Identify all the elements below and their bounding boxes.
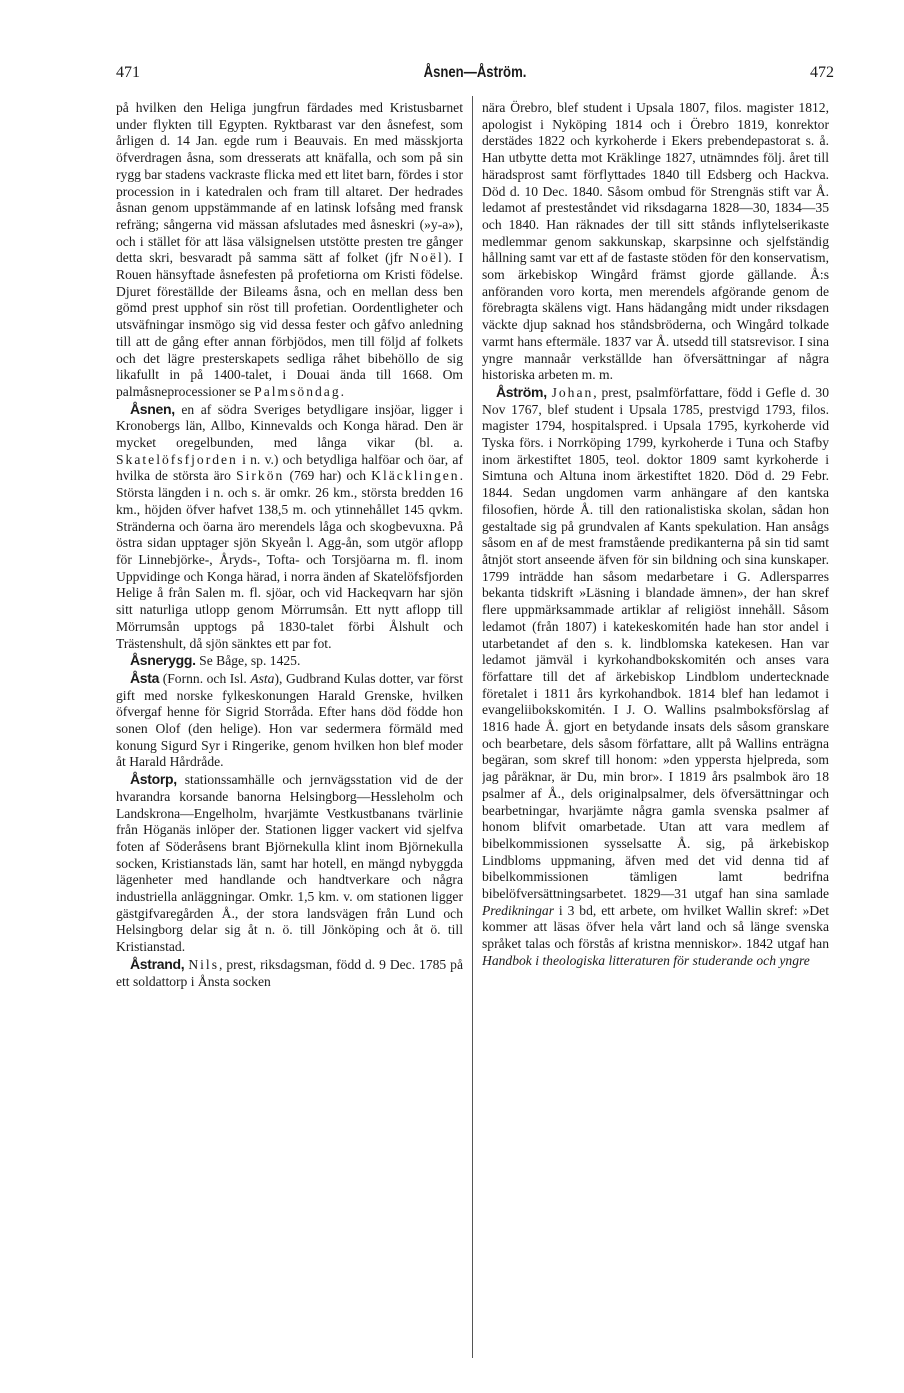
right-column <box>482 100 829 1340</box>
headword: Åström, <box>496 383 547 400</box>
spaced-term: Sirkön <box>236 468 285 484</box>
spaced-term: Skatelöfsfjorden <box>116 451 238 467</box>
entry-asnen: Åsnen, en af södra Sveriges betydligare insjöar, ligger i Kronobergs län, Allbo, Kinnevalds och Konga härad. Den är mycket oregelbunden, med långa vikar (bl. a. Skatelöfsfjorden i n. v.) och betydliga halföar och öar, af hvilka de största äro Sirkön (769 har) och Kläcklingen. Största längden i n. och s. är omkr. 26 km., största bredden 16 km., höjden öfver hafvet 138,5 m. och ytinnehållet 145 qvkm. Stränderna och öarna äro merendels låga och skogbevuxna. På östra sidan upptager sjön Skyeån l. Agg-ån, som utgör aflopp för Linnebjörke-, Åryds-, Tofta- och Torsjöarna m. fl. inom Uppvidinge och Konga härad, i norra änden af Skatelöfsfjorden Helige å från Salen m. fl. sjöar, och vid Hackeqvarn har sjön sitt naturliga utlopp genom Mörrumsån. Ett nytt aflopp till Mörrumsån upptogs på 1830-talet förbi Ålshult och Trästenshult, då sjön sänktes ett par fot. <box>116 400 463 651</box>
headword: Åstorp, <box>130 771 177 788</box>
headword: Åsta <box>130 669 160 686</box>
page-number-left: 471 <box>116 64 140 81</box>
italic-term: Asta <box>250 670 275 686</box>
italic-term: Handbok i theologiska litteraturen för studerande och yngre <box>482 952 810 968</box>
spaced-term: Noël <box>409 250 444 266</box>
headword: Åstrand, <box>130 955 185 972</box>
entry-continuation: nära Örebro, blef student i Upsala 1807, filos. magister 1812, apologist i Nyköping 1814 och i Örebro 1819, konrektor derstädes 1822 och kyrkoherde i Ekers prebendepastorat s. å. Han utbytte detta mot Kräklinge 1827, utnämndes följ. året till häradsprost samt förflyttades 1840 till Edsberg och Hackva. Död d. 10 Dec. 1840. Såsom ombud för Strengnäs stift var Å. ledamot af presteståndet vid riksdagarna 1828—30, 1834—35 och 1840. Han räknades der till sitt stånds inflytelserikaste medlemmar genom sakkunskap, skarpsinne och sjelfständig hållning samt var ett af de fastaste stöden för den konservatism, som ärkebiskop Wingård främst gjorde gällande. Å:s anföranden voro korta, men merendels afgörande genom de förebragta skälens vigt. Hans hädangång midt under riksdagen väckte djup saknad hos ståndsbröderna, och Wingård tolkade varmt hans eftermäle. 1837 var Å. utsedd till statsrevisor. I sina yngre mannaår verkställde han öfversättningar af några historiska arbeten m. m. <box>482 100 829 383</box>
page-number-right: 472 <box>810 64 834 81</box>
spaced-term: Johan <box>551 384 594 400</box>
column-divider <box>472 96 473 1358</box>
entry-asnerygg: Åsnerygg. Se Båge, sp. 1425. <box>130 652 301 669</box>
entry-continuation: på hvilken den Heliga jungfrun färdades med Kristusbarnet under flykten till Egypten. Ryktbarast var den åsnefest, som årligen d. 14 Jan. egde rum i Beauvais. En med mässkjorta öfverdragen åsna, som dresserats att knäfalla, och som på sin rygg bar stadens vackraste flicka med ett litet barn, fördes i stor procession in i katedralen och fram till altaret. Der hedrades åsnan genom uppstämmande af en latinsk lofsång med fransk refräng; sångerna vid mässan afslutades med åsneskri (»y-a»), och i stället för att läsa välsignelsen utstötte presten tre gånger detta skri, besvaradt på samma sätt af folket (jfr Noël). I Rouen hänsyftade åsnefesten på profetiorna om Kristi födelse. Djuret föreställde der Bileams åsna, och en mellan dess ben gömd prest upphof sin röst till profetian. Oordentligheter och utsväfningar insmögo sig vid dessa fester och gåfvo anledning till att de gång efter annan förbjödos, men till följd af folkets och det lägre presterskapets sedliga råhet bibehöllo de sig likafullt in på 1400-talet, i Douai ända till 1668. Om palmåsneprocessioner se Palmsöndag. <box>116 100 463 399</box>
entry-astorp: Åstorp, stationssamhälle och jernvägsstation vid de der hvarandra korsande banorna Helsingborg—Hessleholm och Landskrona—Engelholm, hvarjämte Vestkustbanans tvärlinie från Höganäs inlöper der. Stationen ligger vackert vid sjelfva foten af Söderåsens brant Björnekulla klint inom Björnekulla socken, Kristianstads län, samt har hotell, en mängd nybyggda lägenheter med handlande och handtverkare och några industriella anläggningar. Omkr. 1,5 km. v. om stationen ligger gästgifvaregården Å., der stora landsvägen från Lund och Helsingborg delar sig åt n. ö. till Jönköping och åt ö. till Kristianstad. <box>116 771 463 955</box>
page-header <box>116 64 834 90</box>
entry-astrand: Åstrand, Nils, prest, riksdagsman, född d. 9 Dec. 1785 på ett soldattorp i Ånsta socken <box>116 955 463 989</box>
spaced-term: Palmsöndag <box>254 383 341 399</box>
spaced-term: Kläcklingen <box>371 468 460 484</box>
italic-term: Predikningar <box>482 902 554 918</box>
headword: Åsnen, <box>130 400 175 417</box>
entry-asta: Åsta (Fornn. och Isl. Asta), Gudbrand Kulas dotter, var först gift med norske fylkeskonungen Harald Grenske, hvilken öfvergaf henne för Sigrid Storråda. Efter hans död födde hon sonen Olof (den helige). Hon var sedermera förmäld med konung Sigurd Syr i Ringerike, genom hvilken hon blef moder åt Harald Hårdråde. <box>116 669 463 770</box>
headword: Åsnerygg. <box>130 652 196 669</box>
running-title: Åsnen—Åström. <box>423 64 527 81</box>
left-column <box>116 100 463 1340</box>
entry-astrom: Åström, Johan, prest, psalmförfattare, född i Gefle d. 30 Nov 1767, blef student i Upsala 1785, prestvigd 1793, filos. magister 1794, hospitalspred. i Upsala 1795, kyrkoherde vid Tyska förs. i Norrköping 1799, kyrkoherde i Tuna och Stafby inom ärkestiftet 1805, teol. doktor 1809 samt kyrkoherde i Simtuna och Altuna inom ärkestiftet 1820. Död d. 29 Febr. 1844. Sedan ungdomen varm anhängare af den kantska filosofien, hörde Å. till den rationalistiska skolan, sådan hon gestaltade sig på grundvalen af Kants spekulation. Han ansågs såsom en af de mest framstående predikanterna på sin tid samt åtnjöt stort anseende äfven för sin bildning och sina kunskaper. 1799 inträdde han såsom medarbetare i G. Adlersparres bekanta tidskrift »Läsning i blandade ämnen», der han skref flere uppmärksammade artiklar af religiöst innehåll. Såsom ledamot (från 1807) i katekeskomitén hade han stor andel i utarbetandet af den s. k. lindblomska katekesen. Han var ledamot jämväl i kyrkohandbokskomitén och anses vara författare till det af ärkebiskop Lindblom undertecknade företalet i 1811 års kyrkohandbok. 1814 blef han ledamot i evangeliibokskomitén. I J. O. Wallins psalmboksförslag af 1816 hade Å. gjort en betydande insats dels såsom granskare och bearbetare, dels såsom författare, allt på Wallins enträgna begäran, som skref till honom: »den yppersta hjelpreda, som jag påräknar, är Du, min bror». I 1819 års psalmbok äro 18 psalmer af Å., dels originalpsalmer, dels öfversättningar och bearbetningar, hvarjämte några gamla svenska psalmer af honom blifvit omarbetade. Utan att vara medlem af bibelkommissionen sysselsatte Å. sig, på ärkebiskop Lindbloms uppmaning, äfven med det vid denna tid af bibelkommissionen tämligen lamt bedrifna bibelöfversättningsarbetet. 1829—31 utgaf han sina samlade Predikningar i 3 bd, ett arbete, om hvilket Wallin skref: »Det kommer att läsas öfver hela vårt land och så länge svenska språket talas och förstås af kristna menniskor». 1842 utgaf han Handbok i theologiska litteraturen för studerande och yngre <box>482 383 829 968</box>
spaced-term: Nils <box>188 956 219 972</box>
